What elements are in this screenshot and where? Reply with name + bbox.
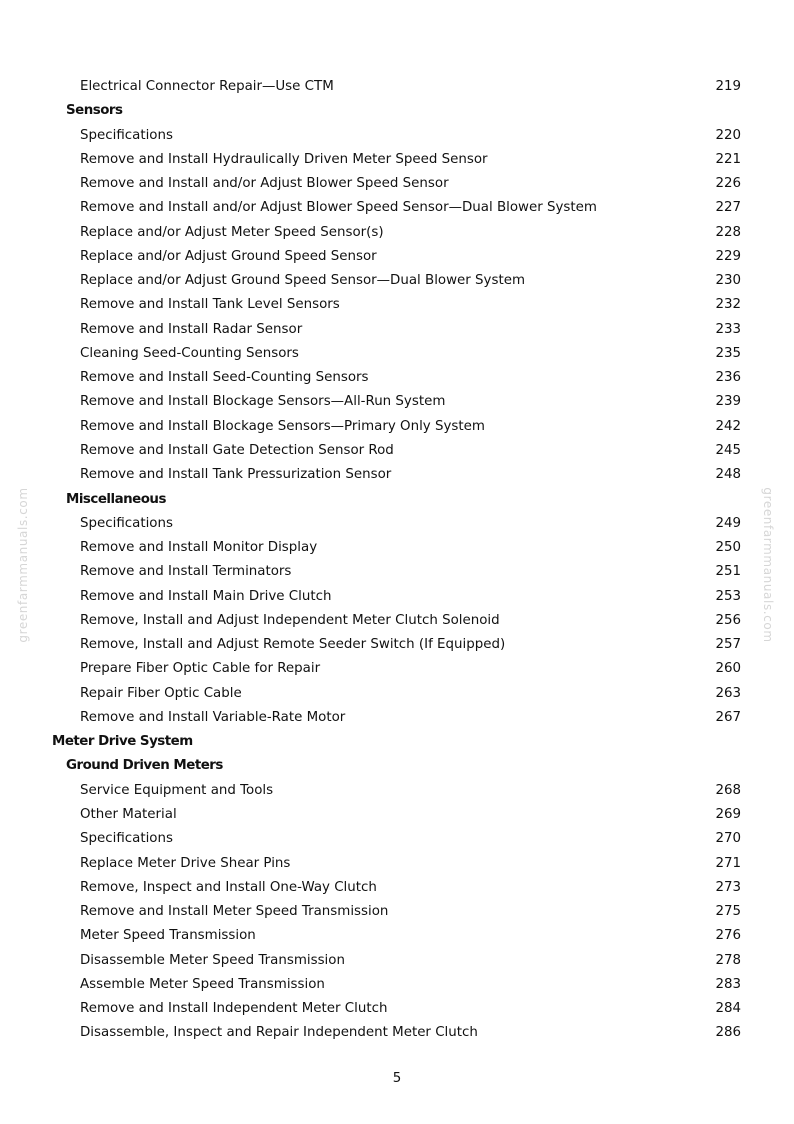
toc-entry[interactable]	[0, 366, 794, 390]
toc-entry-title: Remove and Install Hydraulically Driven Meter Speed Sensor	[80, 151, 488, 167]
toc-entry-page-number: 236	[715, 370, 741, 386]
toc-entry-title: Remove and Install Blockage Sensors—Primary Only System	[80, 418, 485, 434]
toc-entry[interactable]	[0, 803, 794, 827]
toc-section-heading	[0, 754, 794, 778]
toc-entry-title: Other Material	[80, 806, 177, 822]
toc-entry-page-number: 283	[715, 976, 741, 992]
toc-entry-title: Meter Drive System	[52, 734, 193, 750]
toc-entry-page-number: 260	[715, 661, 741, 677]
toc-entry[interactable]	[0, 221, 794, 245]
toc-entry-title: Remove and Install Terminators	[80, 564, 292, 580]
toc-entry[interactable]	[0, 924, 794, 948]
toc-entry[interactable]	[0, 560, 794, 584]
toc-entry-title: Specifications	[80, 831, 173, 847]
toc-entry-page-number: 245	[715, 442, 741, 458]
toc-entry[interactable]	[0, 512, 794, 536]
toc-entry-title: Meter Speed Transmission	[80, 928, 256, 944]
toc-entry-page-number: 253	[715, 588, 741, 604]
toc-entry[interactable]	[0, 706, 794, 730]
toc-entry[interactable]	[0, 269, 794, 293]
toc-entry-title: Remove and Install Radar Sensor	[80, 321, 303, 337]
toc-entry[interactable]	[0, 876, 794, 900]
toc-entry[interactable]	[0, 657, 794, 681]
toc-entry-page-number: 227	[715, 200, 741, 216]
toc-section-heading	[0, 730, 794, 754]
toc-entry[interactable]	[0, 463, 794, 487]
toc-entry[interactable]	[0, 75, 794, 99]
toc-entry[interactable]	[0, 852, 794, 876]
toc-entry-page-number: 276	[715, 928, 741, 944]
toc-entry-page-number: 275	[715, 904, 741, 920]
toc-section-heading	[0, 488, 794, 512]
toc-entry-title: Remove and Install Independent Meter Clutch	[80, 1001, 388, 1017]
toc-section-heading	[0, 99, 794, 123]
toc-entry-page-number: 220	[715, 127, 741, 143]
toc-entry-title: Disassemble Meter Speed Transmission	[80, 952, 345, 968]
toc-entry-title: Service Equipment and Tools	[80, 782, 274, 798]
toc-entry[interactable]	[0, 172, 794, 196]
toc-entry-title: Disassemble, Inspect and Repair Independent Meter Clutch	[80, 1025, 478, 1041]
toc-entry-title: Sensors	[66, 103, 123, 119]
page-number: 5	[392, 1071, 402, 1086]
toc-entry-page-number: 232	[715, 297, 741, 313]
toc-entry-title: Electrical Connector Repair—Use CTM	[80, 79, 334, 94]
toc-entry[interactable]	[0, 124, 794, 148]
toc-entry-title: Remove and Install Main Drive Clutch	[80, 588, 332, 604]
toc-entry-page-number: 286	[715, 1025, 741, 1041]
toc-entry-title: Remove and Install and/or Adjust Blower Speed Sensor	[80, 176, 449, 192]
watermark-left: greenfarmmanuals.com	[16, 487, 30, 643]
toc-entry-page-number: 269	[715, 806, 741, 822]
toc-entry-title: Remove and Install Seed-Counting Sensors	[80, 370, 369, 386]
toc-entry-page-number: 278	[715, 952, 741, 968]
toc-entry-page-number: 239	[715, 394, 741, 410]
toc-entry[interactable]	[0, 342, 794, 366]
toc-entry-title: Repair Fiber Optic Cable	[80, 685, 242, 701]
toc-entry[interactable]	[0, 997, 794, 1021]
toc-entry-title: Remove, Install and Adjust Remote Seeder Switch (If Equipped)	[80, 637, 506, 653]
toc-entry-title: Remove and Install Blockage Sensors—All-Run System	[80, 394, 446, 410]
toc-entry[interactable]	[0, 609, 794, 633]
toc-entry[interactable]	[0, 196, 794, 220]
toc-entry[interactable]	[0, 293, 794, 317]
toc-entry-page-number: 267	[715, 709, 741, 725]
toc-entry-title: Remove and Install Tank Pressurization Sensor	[80, 467, 392, 483]
toc-entry-page-number: 233	[715, 321, 741, 337]
toc-entry-page-number: 230	[715, 273, 741, 289]
toc-entry-title: Replace and/or Adjust Meter Speed Sensor(s)	[80, 224, 384, 240]
toc-entry[interactable]	[0, 439, 794, 463]
toc-entry-page-number: 249	[715, 515, 741, 531]
toc-entry-title: Ground Driven Meters	[66, 758, 223, 774]
table-of-contents	[0, 75, 794, 1046]
toc-entry-page-number: 229	[715, 248, 741, 264]
toc-entry-page-number: 242	[715, 418, 741, 434]
toc-entry-title: Remove and Install Meter Speed Transmission	[80, 904, 389, 920]
toc-entry-title: Replace and/or Adjust Ground Speed Sensor—Dual Blower System	[80, 273, 525, 289]
toc-entry-title: Remove and Install Gate Detection Sensor Rod	[80, 442, 394, 458]
toc-entry-page-number: 257	[715, 637, 741, 653]
toc-entry-title: Remove and Install Tank Level Sensors	[80, 297, 340, 313]
toc-entry-page-number: 250	[715, 540, 741, 556]
toc-entry-title: Miscellaneous	[66, 491, 166, 507]
toc-entry-page-number: 271	[715, 855, 741, 871]
toc-entry[interactable]	[0, 900, 794, 924]
toc-entry-page-number: 228	[715, 224, 741, 240]
toc-entry-title: Assemble Meter Speed Transmission	[80, 976, 325, 992]
toc-entry[interactable]	[0, 949, 794, 973]
toc-entry[interactable]	[0, 973, 794, 997]
toc-entry-title: Remove and Install Monitor Display	[80, 540, 318, 556]
toc-entry-title: Prepare Fiber Optic Cable for Repair	[80, 661, 321, 677]
toc-entry-title: Specifications	[80, 515, 173, 531]
toc-entry-title: Remove and Install and/or Adjust Blower Speed Sensor—Dual Blower System	[80, 200, 597, 216]
toc-entry[interactable]	[0, 148, 794, 172]
toc-entry-page-number: 251	[715, 564, 741, 580]
toc-entry-title: Replace and/or Adjust Ground Speed Sensor	[80, 248, 377, 264]
toc-entry-page-number: 235	[715, 345, 741, 361]
toc-entry[interactable]	[0, 682, 794, 706]
toc-entry-page-number: 256	[715, 612, 741, 628]
watermark-right: greenfarmmanuals.com	[761, 487, 775, 643]
toc-entry-title: Remove and Install Variable-Rate Motor	[80, 709, 346, 725]
toc-entry[interactable]	[0, 633, 794, 657]
toc-entry-page-number: 248	[715, 467, 741, 483]
toc-entry[interactable]	[0, 1021, 794, 1045]
toc-entry-title: Remove, Inspect and Install One-Way Clutch	[80, 879, 377, 895]
toc-entry-title: Replace Meter Drive Shear Pins	[80, 855, 291, 871]
toc-entry-page-number: 284	[715, 1001, 741, 1017]
toc-entry-title: Remove, Install and Adjust Independent Meter Clutch Solenoid	[80, 612, 500, 628]
toc-entry[interactable]	[0, 415, 794, 439]
toc-entry-page-number: 263	[715, 685, 741, 701]
toc-entry-page-number: 226	[715, 176, 741, 192]
toc-entry[interactable]	[0, 585, 794, 609]
toc-entry[interactable]	[0, 536, 794, 560]
toc-entry-title: Cleaning Seed-Counting Sensors	[80, 345, 299, 361]
toc-entry[interactable]	[0, 827, 794, 851]
toc-entry-page-number: 221	[715, 151, 741, 167]
toc-entry[interactable]	[0, 779, 794, 803]
toc-entry[interactable]	[0, 390, 794, 414]
toc-entry-page-number: 219	[715, 79, 741, 94]
toc-entry-title: Specifications	[80, 127, 173, 143]
toc-entry[interactable]	[0, 318, 794, 342]
toc-entry-page-number: 270	[715, 831, 741, 847]
toc-entry-page-number: 268	[715, 782, 741, 798]
toc-entry-page-number: 273	[715, 879, 741, 895]
toc-entry[interactable]	[0, 245, 794, 269]
